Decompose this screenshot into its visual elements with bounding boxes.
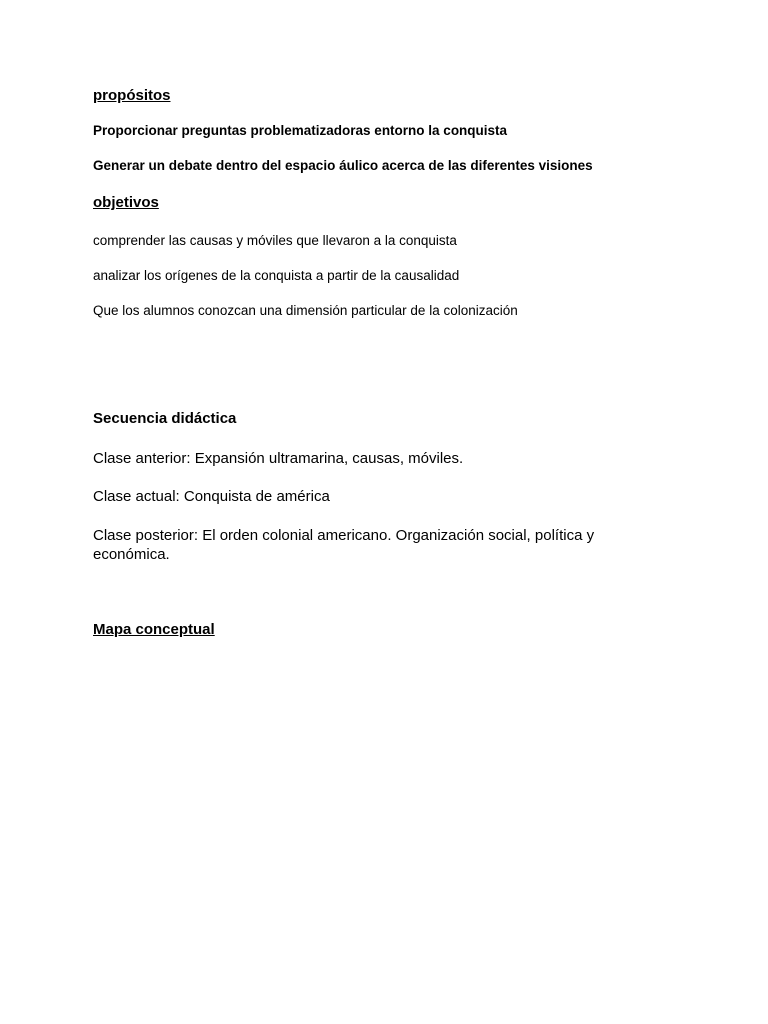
objetivo-item-1: comprender las causas y móviles que llevaron a la conquista (93, 233, 457, 248)
propositos-heading: propósitos (93, 87, 171, 104)
mapa-conceptual-heading: Mapa conceptual (93, 621, 215, 638)
objetivo-item-3: Que los alumnos conozcan una dimensión particular de la colonización (93, 303, 518, 318)
objetivos-heading: objetivos (93, 194, 159, 211)
secuencia-item-actual: Clase actual: Conquista de américa (93, 488, 330, 505)
secuencia-item-anterior: Clase anterior: Expansión ultramarina, causas, móviles. (93, 450, 464, 467)
objetivo-item-2: analizar los orígenes de la conquista a partir de la causalidad (93, 268, 460, 283)
secuencia-heading: Secuencia didáctica (93, 410, 237, 427)
secuencia-item-posterior: Clase posterior: El orden colonial americano. Organización social, política y económica. (93, 527, 595, 563)
proposito-item-2: Generar un debate dentro del espacio áulico acerca de las diferentes visiones (93, 158, 593, 173)
proposito-item-1: Proporcionar preguntas problematizadoras entorno la conquista (93, 123, 508, 138)
